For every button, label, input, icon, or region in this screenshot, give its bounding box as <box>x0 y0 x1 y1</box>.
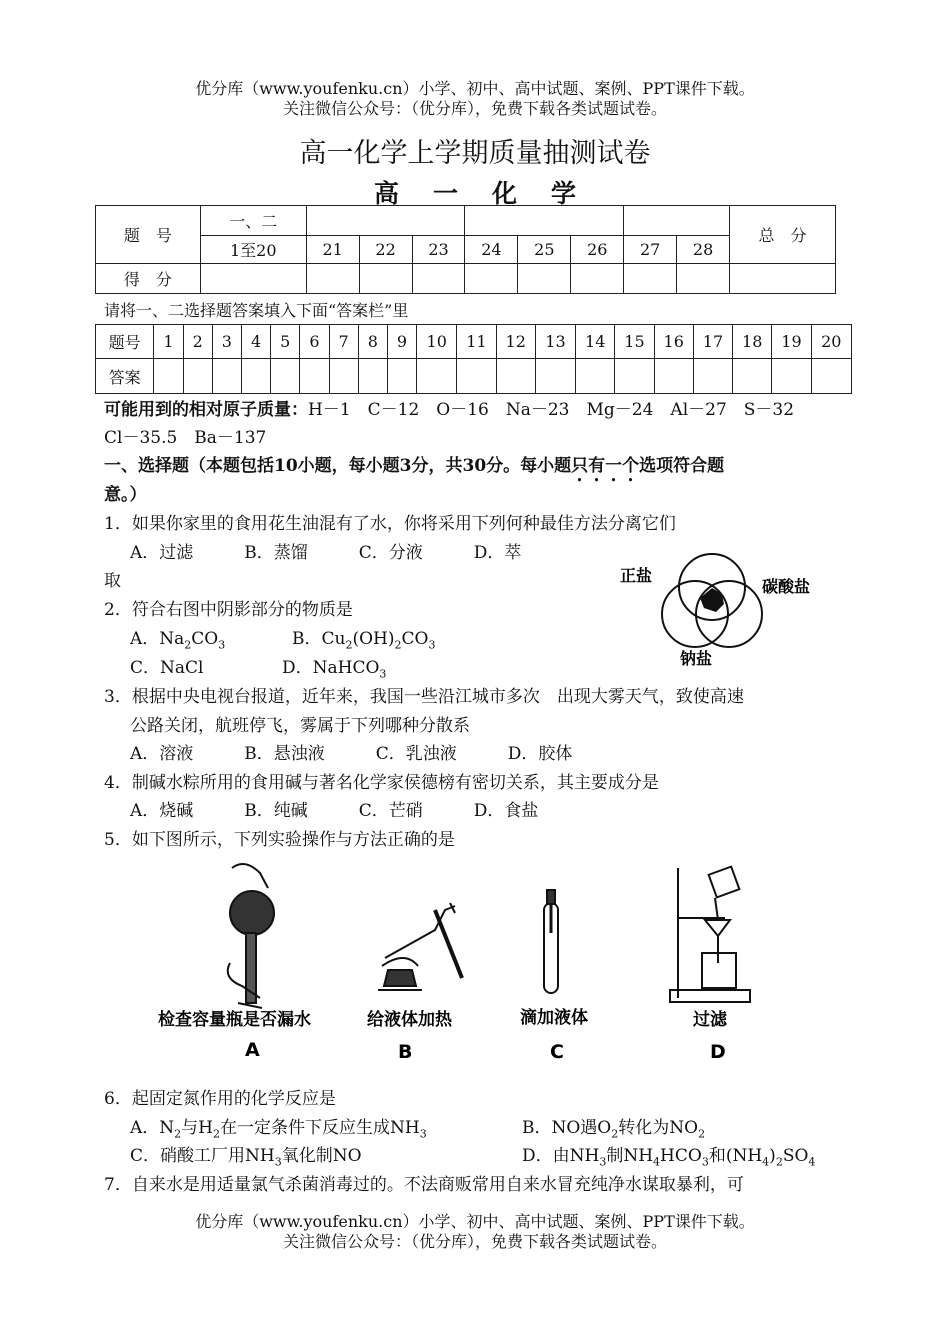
q6-option-d: D．由$NH_3$制$NH_4HCO_3$和$(NH_4)_2SO_4$ <box>522 1146 816 1169</box>
q1-stem: 1．如果你家里的食用花生油混有了水，你将采用下列何种最佳方法分离它们 <box>104 514 676 534</box>
answer-cell[interactable] <box>183 359 212 394</box>
lab-figure <box>150 858 800 1073</box>
answer-label-no: 题号 <box>96 325 154 359</box>
q2-option-d: D．NaHCO$_3$ <box>282 658 387 681</box>
answer-cell[interactable] <box>457 359 496 394</box>
caption-b: 给液体加热 <box>367 1010 452 1030</box>
answer-number: 4 <box>241 325 270 359</box>
score-cell[interactable] <box>730 264 836 294</box>
q2-option-a: A．$Na_2CO_3$ <box>130 629 226 652</box>
score-col: 26 <box>571 236 624 264</box>
section-heading-emphasis: 只有一个 <box>571 456 640 476</box>
answer-cell[interactable] <box>417 359 457 394</box>
atomic-masses-values: H－1 C－12 O－16 Na－23 Mg－24 Al－27 S－32 <box>308 400 795 420</box>
answer-number: 20 <box>811 325 851 359</box>
atomic-masses-label: 可能用到的相对原子质量： <box>104 400 308 420</box>
filtration-illustration <box>670 867 750 1002</box>
venn-label-1: 正盐 <box>620 566 653 585</box>
answer-label-ans: 答案 <box>96 359 154 394</box>
answer-number: 3 <box>212 325 241 359</box>
answer-number: 16 <box>654 325 693 359</box>
caption-d: 过滤 <box>693 1010 727 1030</box>
score-col: 27 <box>624 236 677 264</box>
answer-number: 18 <box>733 325 772 359</box>
score-col: 28 <box>677 236 730 264</box>
answer-cell[interactable] <box>387 359 416 394</box>
answer-number: 1 <box>154 325 183 359</box>
q2-option-b: B．$Cu_2(OH)_2CO_3$ <box>292 629 436 652</box>
answer-cell[interactable] <box>154 359 183 394</box>
score-cell[interactable] <box>677 264 730 294</box>
score-col: 24 <box>465 236 518 264</box>
answer-number: 5 <box>271 325 300 359</box>
exam-title: 高一化学上学期质量抽测试卷 <box>299 138 651 169</box>
q5-stem: 5．如下图所示，下列实验操作与方法正确的是 <box>104 830 455 850</box>
q3-options: A．溶液 B．悬浊液 C．乳浊液 D．胶体 <box>130 744 573 764</box>
footer-line-2: 关注微信公众号：（优分库），免费下载各类试题试卷。 <box>282 1232 667 1251</box>
caption-c: 滴加液体 <box>520 1008 588 1028</box>
answer-cell[interactable] <box>212 359 241 394</box>
venn-diagram <box>612 552 827 672</box>
answer-number: 6 <box>300 325 329 359</box>
dropper-illustration <box>544 890 558 993</box>
answer-cell[interactable] <box>772 359 811 394</box>
answer-cell[interactable] <box>576 359 615 394</box>
q6-option-b: B．NO遇$O_2$转化为$NO_2$ <box>522 1118 706 1141</box>
answer-prompt: 请将一、二选择题答案填入下面“答案栏”里 <box>104 301 409 320</box>
header-line-1: 优分库（www.youfenku.cn）小学、初中、高中试题、案例、PPT课件下载。 <box>195 79 755 98</box>
score-cell[interactable] <box>571 264 624 294</box>
answer-cell[interactable] <box>300 359 329 394</box>
answer-number: 15 <box>615 325 654 359</box>
answer-number: 14 <box>576 325 615 359</box>
answer-cell[interactable] <box>733 359 772 394</box>
q4-options: A．烧碱 B．纯碱 C．芒硝 D．食盐 <box>130 801 539 821</box>
score-cell[interactable] <box>465 264 518 294</box>
score-cell[interactable] <box>518 264 571 294</box>
score-cell[interactable] <box>359 264 412 294</box>
score-part12: 一、二 <box>200 206 306 236</box>
answer-cell[interactable] <box>693 359 732 394</box>
score-total: 总 分 <box>730 206 836 264</box>
venn-label-3: 钠盐 <box>680 649 713 668</box>
answer-cell[interactable] <box>329 359 358 394</box>
section-heading-text-2: 选项符合题 <box>639 456 725 476</box>
answer-number: 8 <box>358 325 387 359</box>
header-line-2: 关注微信公众号：（优分库），免费下载各类试题试卷。 <box>282 99 667 118</box>
answer-cell[interactable] <box>654 359 693 394</box>
answer-number: 9 <box>387 325 416 359</box>
answer-cell[interactable] <box>615 359 654 394</box>
score-label-no: 题 号 <box>96 206 201 264</box>
q2-stem: 2．符合右图中阴影部分的物质是 <box>104 600 353 620</box>
answer-number: 10 <box>417 325 457 359</box>
q6-stem: 6．起固定氮作用的化学反应是 <box>104 1089 336 1109</box>
q1-wrap: 取 <box>104 571 121 591</box>
atomic-masses-line-2: Cl－35.5 Ba－137 <box>104 428 267 448</box>
answer-number: 7 <box>329 325 358 359</box>
exam-subtitle: 高一化学 <box>373 179 610 208</box>
q2-option-b-text: B．Cu <box>292 629 346 649</box>
answer-number: 2 <box>183 325 212 359</box>
letter-b: B <box>398 1041 413 1063</box>
answer-cell[interactable] <box>271 359 300 394</box>
answer-number: 19 <box>772 325 811 359</box>
caption-a: 检查容量瓶是否漏水 <box>158 1010 311 1030</box>
answer-cell[interactable] <box>496 359 535 394</box>
flask-illustration <box>228 864 274 1008</box>
answer-cell[interactable] <box>358 359 387 394</box>
q2-option-a-text: A．Na <box>130 629 185 649</box>
q6-option-c: C．硝酸工厂用$NH_3$氧化制NO <box>130 1146 362 1169</box>
score-col: 22 <box>359 236 412 264</box>
score-cell[interactable] <box>200 264 306 294</box>
answer-cell[interactable] <box>241 359 270 394</box>
heating-illustration <box>378 903 462 990</box>
q1-options: A．过滤 B．蒸馏 C．分液 D．萃 <box>130 543 522 563</box>
score-label-score: 得 分 <box>96 264 201 294</box>
letter-c: C <box>550 1041 564 1063</box>
q4-stem: 4．制碱水粽所用的食用碱与著名化学家侯德榜有密切关系，其主要成分是 <box>104 773 659 793</box>
letter-d: D <box>710 1041 726 1063</box>
section-heading-text: 一、选择题（本题包括10小题，每小题3分，共30分。每小题 <box>104 456 572 476</box>
score-cell[interactable] <box>306 264 359 294</box>
letter-a: A <box>245 1039 260 1061</box>
q3-stem-1: 3．根据中央电视台报道，近年来，我国一些沿江城市多次 出现大雾天气，致使高速 <box>104 687 744 707</box>
answer-table <box>95 324 852 394</box>
answer-number: 12 <box>496 325 535 359</box>
q2-option-c: C．NaCl <box>130 658 204 678</box>
section-heading-cont: 意。） <box>104 485 147 505</box>
score-cell[interactable] <box>412 264 465 294</box>
q2-option-d-text: D．NaHCO <box>282 658 380 678</box>
score-cell[interactable] <box>624 264 677 294</box>
atomic-masses-line-1 <box>104 399 794 421</box>
score-col: 21 <box>306 236 359 264</box>
q7-stem: 7．自来水是用适量氯气杀菌消毒过的。不法商贩常用自来水冒充纯净水谋取暴利，可 <box>104 1175 744 1195</box>
score-col: 23 <box>412 236 465 264</box>
answer-number: 17 <box>693 325 732 359</box>
q3-stem-2: 公路关闭，航班停飞，雾属于下列哪种分散系 <box>130 716 470 736</box>
answer-cell[interactable] <box>811 359 851 394</box>
score-table <box>95 205 836 294</box>
score-col: 25 <box>518 236 571 264</box>
answer-number: 13 <box>535 325 575 359</box>
footer-line-1: 优分库（www.youfenku.cn）小学、初中、高中试题、案例、PPT课件下载。 <box>195 1212 755 1231</box>
q6-option-a: A．$N_2$与$H_2$在一定条件下反应生成$NH_3$ <box>130 1118 427 1141</box>
section-heading <box>104 455 724 486</box>
venn-label-2: 碳酸盐 <box>762 577 811 596</box>
answer-number: 11 <box>457 325 496 359</box>
score-range: 1至20 <box>200 236 306 264</box>
answer-cell[interactable] <box>535 359 575 394</box>
